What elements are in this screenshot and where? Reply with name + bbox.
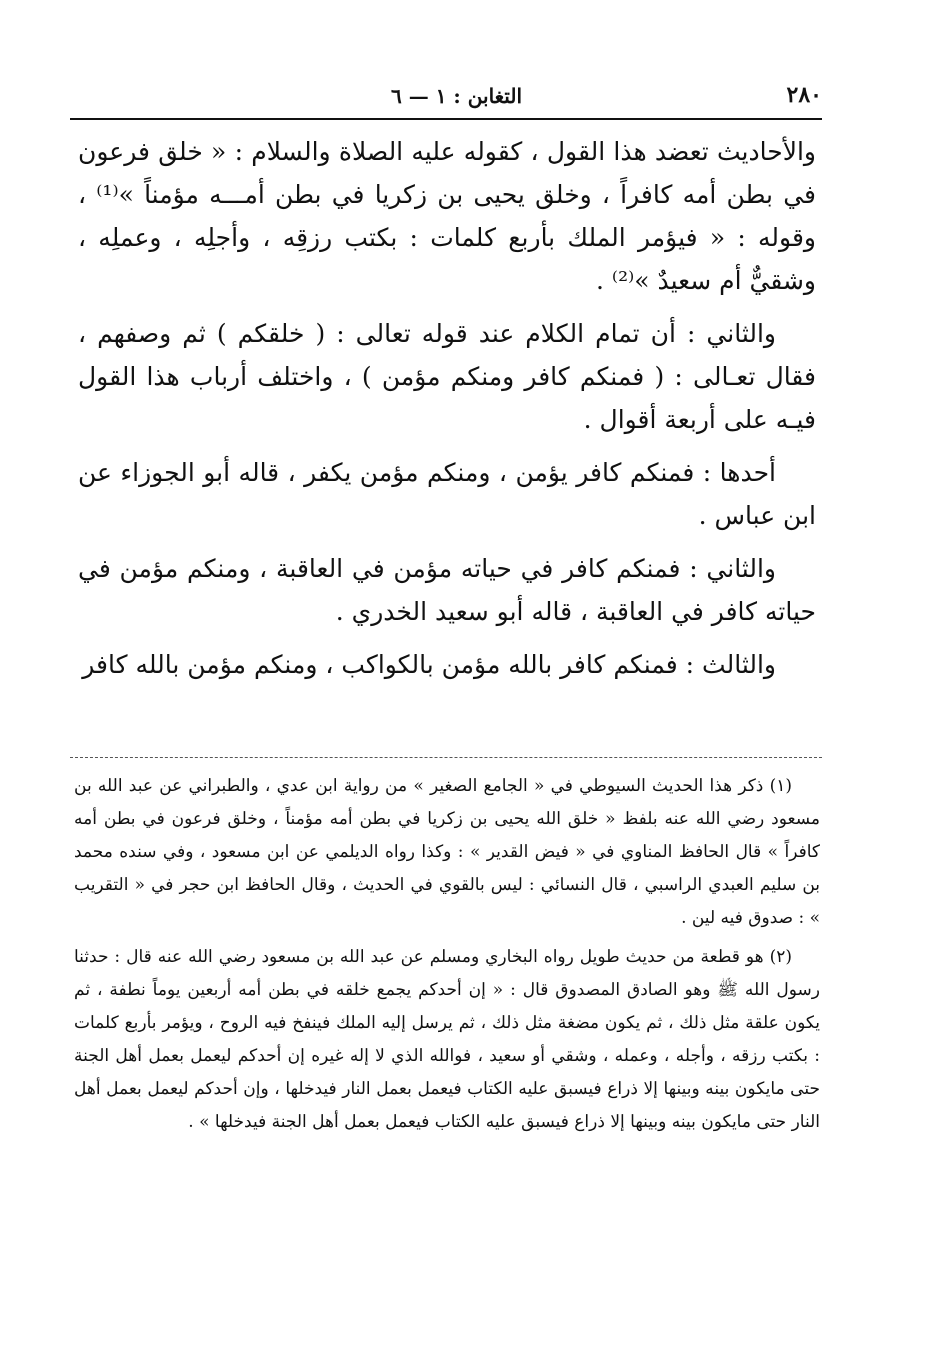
- main-text: [78, 130, 816, 692]
- page-number: ٢٨٠: [786, 82, 822, 108]
- paragraph-5: والثالث : فمنكم كافر بالله مؤمن بالكواكب ، ومنكم مؤمن بالله كافر: [82, 650, 776, 679]
- paragraph-1: والأحاديث تعضد هذا القول ، كقوله عليه الصلاة والسلام : « خلق فرعون في بطن أمه كافراً ، وخلق يحيى بن زكريا في بطن أمـــه مؤمناً »⁽¹⁾ ، وقوله : « فيؤمر الملك بأربع كلمات : بكتب رزقِه ، وأجلِه ، وعملِه ، وشقيٌّ أم سعيدٌ »⁽²⁾ .: [78, 137, 816, 295]
- footnote-separator: [70, 757, 822, 758]
- running-head: التغابن : ١ — ٦: [391, 84, 522, 108]
- paragraph-4: والثاني : فمنكم كافر في حياته مؤمن في العاقبة ، ومنكم مؤمن في حياته كافر في العاقبة ، قاله أبو سعيد الخدري .: [78, 554, 816, 626]
- footnote-2: (٢) هو قطعة من حديث طويل رواه البخاري ومسلم عن عبد الله بن مسعود رضي الله عنه قال : حدثنا رسول الله ﷺ وهو الصادق المصدوق قال : « إن أحدكم يجمع خلقه في بطن أمه أربعين يوماً نطفة ، ثم يكون علقة مثل ذلك ، ثم يكون مضغة مثل ذلك ، ثم يرسل إليه الملك فينفخ فيه الروح ، ويؤمر بأربع كلمات : بكتب رزقه ، وأجله ، وعمله ، وشقي أو سعيد ، فوالله الذي لا إله غيره إن أحدكم ليعمل بعمل أهل الجنة حتى مايكون بينه وبينها إلا ذراع فيسبق عليه الكتاب فيعمل بعمل النار فيدخلها ، وإن أحدكم ليعمل بعمل أهل النار حتى مايكون بينه وبينها إلا ذراع فيسبق عليه الكتاب فيعمل بعمل أهل الجنة فيدخلها » .: [74, 947, 820, 1132]
- page-header: [70, 78, 822, 120]
- footnotes: [74, 770, 820, 1145]
- paragraph-3: أحدها : فمنكم كافر يؤمن ، ومنكم مؤمن يكفر ، قاله أبو الجوزاء عن ابن عباس .: [78, 458, 816, 530]
- footnote-1: (١) ذكر هذا الحديث السيوطي في « الجامع الصغير » من رواية ابن عدي ، والطبراني عن عبد الله بن مسعود رضي الله عنه بلفظ « خلق الله يحيى بن زكريا في بطن أمه مؤمناً ، وخلق فرعون في بطن أمه كافراً » قال الحافظ المناوي في « فيض القدير » : وكذا رواه الديلمي عن ابن مسعود ، وفي سنده محمد بن سليم العبدي الراسبي ، قال النسائي : ليس بالقوي في الحديث ، وقال الحافظ ابن حجر في « التقريب » : صدوق فيه لين .: [74, 776, 820, 928]
- paragraph-2: والثاني : أن تمام الكلام عند قوله تعالى : ( خلقكم ) ثم وصفهم ، فقال تعـالى : ( فمنكم كافر ومنكم مؤمن ) ، واختلف أرباب هذا القول فيـه على أربعة أقوال .: [78, 319, 816, 434]
